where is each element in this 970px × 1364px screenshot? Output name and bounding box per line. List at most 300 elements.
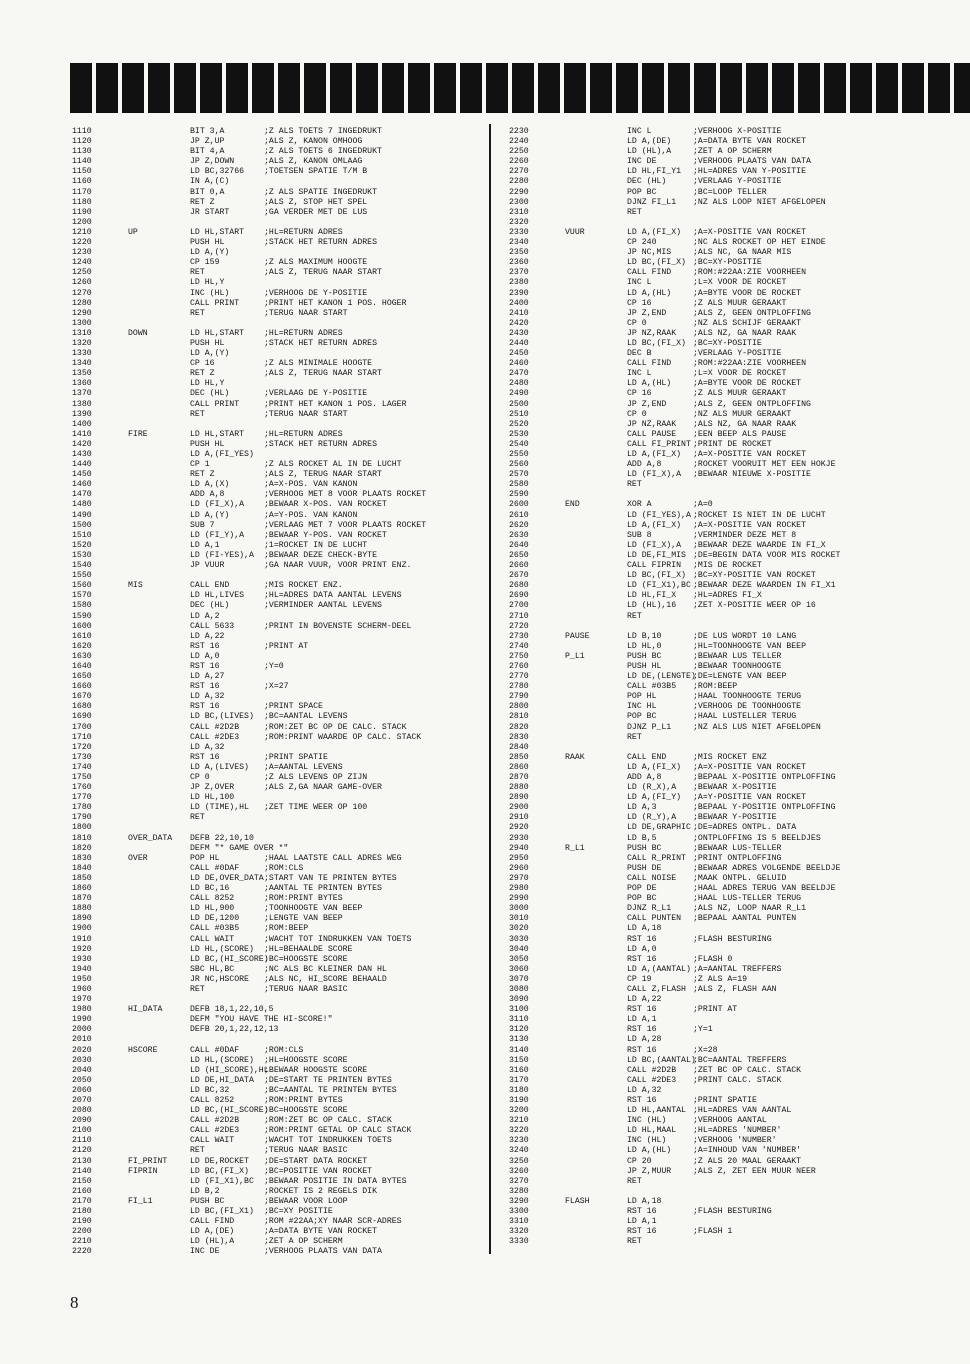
code-instruction: POP BC xyxy=(627,712,657,722)
code-comment: ;ALS Z, FLASH AAN xyxy=(693,984,777,994)
code-label: FLASH xyxy=(565,1196,590,1206)
line-number: 1970 xyxy=(72,995,92,1005)
code-instruction: DJNZ P_L1 xyxy=(627,722,672,732)
code-instruction: CALL 8252 xyxy=(190,894,235,904)
code-line xyxy=(509,410,949,420)
code-instruction: LD DE,1200 xyxy=(190,914,240,924)
code-comment: ;TERUG NAAR START xyxy=(264,409,348,419)
code-instruction: CP 159 xyxy=(190,258,220,268)
line-number: 3020 xyxy=(509,924,529,934)
line-number: 2260 xyxy=(509,157,529,167)
code-line xyxy=(509,1146,949,1156)
line-number: 1250 xyxy=(72,268,92,278)
code-comment: ;ROM:BEEP xyxy=(264,924,309,934)
code-instruction: RET xyxy=(190,268,205,278)
code-line xyxy=(509,450,949,460)
code-line xyxy=(72,551,482,561)
code-line xyxy=(72,844,482,854)
code-instruction: CALL PUNTEN xyxy=(627,914,682,924)
code-instruction: LD HL,900 xyxy=(190,904,235,914)
code-comment: ;Y=1 xyxy=(693,1025,713,1035)
code-comment: ;BEWAAR LUS TELLER xyxy=(693,651,782,661)
line-number: 2180 xyxy=(72,1207,92,1217)
line-number: 2270 xyxy=(509,167,529,177)
line-number: 1650 xyxy=(72,672,92,682)
line-number: 1740 xyxy=(72,762,92,772)
code-instruction: RST 16 xyxy=(190,682,220,692)
code-line xyxy=(509,258,949,268)
code-comment: ;A=BYTE VOOR DE ROCKET xyxy=(693,288,802,298)
code-comment: ;Z ALS ROCKET AL IN DE LUCHT xyxy=(264,460,402,470)
code-line xyxy=(509,1025,949,1035)
code-comment: ;ALS Z, ZET EEN MUUR NEER xyxy=(693,1166,816,1176)
code-instruction: LD A,18 xyxy=(627,1196,662,1206)
code-line xyxy=(509,228,949,238)
line-number: 2460 xyxy=(509,359,529,369)
line-number: 1370 xyxy=(72,389,92,399)
code-instruction: DEC B xyxy=(627,349,652,359)
code-line xyxy=(72,1217,482,1227)
code-instruction: INC L xyxy=(627,369,652,379)
line-number: 2360 xyxy=(509,258,529,268)
line-number: 3100 xyxy=(509,1005,529,1015)
line-number: 1130 xyxy=(72,147,92,157)
code-instruction: LD HL,(SCORE) xyxy=(190,1055,254,1065)
line-number: 1990 xyxy=(72,1015,92,1025)
code-comment: ;HL=ADRES DATA AANTAL LEVENS xyxy=(264,591,402,601)
code-instruction: PUSH BC xyxy=(627,651,662,661)
line-number: 2490 xyxy=(509,389,529,399)
line-number: 2380 xyxy=(509,278,529,288)
code-instruction: LD DE,(LENGTE) xyxy=(627,672,696,682)
code-line xyxy=(72,379,482,389)
code-instruction: LD A,32 xyxy=(190,692,225,702)
line-number: 2560 xyxy=(509,460,529,470)
line-number: 2800 xyxy=(509,702,529,712)
code-comment: ;BEPAAL X-POSITIE ONTPLOFFING xyxy=(693,773,836,782)
code-line xyxy=(72,359,482,369)
line-number: 2290 xyxy=(509,187,529,197)
code-line xyxy=(72,1056,482,1066)
code-instruction: CALL #0DAF xyxy=(190,1045,240,1055)
code-instruction: SUB 8 xyxy=(627,530,652,540)
code-instruction: LD BC,32 xyxy=(190,1085,230,1095)
code-comment: ;ROM:PRINT BYTES xyxy=(264,1096,343,1105)
code-instruction: INC DE xyxy=(627,157,657,167)
code-instruction: RST 16 xyxy=(627,1005,657,1015)
code-line xyxy=(72,823,482,833)
code-line xyxy=(509,420,949,430)
code-comment: ;HL=RETURN ADRES xyxy=(264,328,343,338)
code-comment: ;VERLAAG DE Y-POSITIE xyxy=(264,389,368,399)
line-number: 2720 xyxy=(509,621,529,631)
code-instruction: JR NC,HSCORE xyxy=(190,974,249,984)
code-instruction: LD A,(DE) xyxy=(190,1227,235,1237)
code-instruction: LD A,(Y) xyxy=(190,248,230,258)
code-comment: ;HL=HOOGSTE SCORE xyxy=(264,1055,348,1065)
code-instruction: LD BC,(HI_SCORE) xyxy=(190,954,269,964)
code-comment: ;PRINT DE ROCKET xyxy=(693,439,772,449)
code-instruction: LD A,1 xyxy=(190,540,220,550)
code-comment: ;TERUG NAAR BASIC xyxy=(264,1146,348,1156)
line-number: 2240 xyxy=(509,137,529,147)
code-line xyxy=(72,339,482,349)
code-line xyxy=(72,450,482,460)
line-number: 3000 xyxy=(509,904,529,914)
code-instruction: CP 0 xyxy=(627,409,647,419)
code-line xyxy=(509,1035,949,1045)
line-number: 1600 xyxy=(72,621,92,631)
code-line xyxy=(509,935,949,945)
line-number: 2640 xyxy=(509,540,529,550)
line-number: 2470 xyxy=(509,369,529,379)
code-instruction: LD BC,(FI_X1) xyxy=(190,1207,254,1217)
code-comment: ;VERLAAG MET 7 VOOR PLAATS ROCKET xyxy=(264,520,427,530)
line-number: 1340 xyxy=(72,359,92,369)
code-line xyxy=(509,167,949,177)
code-instruction: RET xyxy=(627,611,642,621)
code-comment: ;NC ALS ROCKET OP HET EINDE xyxy=(693,238,826,248)
line-number: 2630 xyxy=(509,530,529,540)
line-number: 1660 xyxy=(72,682,92,692)
code-comment: ;AANTAL TE PRINTEN BYTES xyxy=(264,884,382,894)
line-number: 1840 xyxy=(72,863,92,873)
line-number: 3120 xyxy=(509,1025,529,1035)
line-number: 1580 xyxy=(72,601,92,611)
code-line xyxy=(509,1116,949,1126)
code-line xyxy=(72,935,482,945)
code-instruction: LD A,(FI_X) xyxy=(627,450,682,459)
code-instruction: LD A,22 xyxy=(190,631,225,641)
code-line xyxy=(72,389,482,399)
code-instruction: LD DE,GRAPHIC xyxy=(627,823,691,833)
code-line xyxy=(509,177,949,187)
code-comment: ;MIS DE ROCKET xyxy=(693,561,762,571)
code-line xyxy=(72,692,482,702)
line-number: 1560 xyxy=(72,581,92,591)
code-line xyxy=(72,137,482,147)
code-line xyxy=(509,359,949,369)
code-instruction: LD A,(LIVES) xyxy=(190,762,249,772)
line-number: 3090 xyxy=(509,995,529,1005)
code-line xyxy=(72,682,482,692)
code-comment: ;STACK HET RETURN ADRES xyxy=(264,439,378,449)
line-number: 2100 xyxy=(72,1126,92,1136)
code-line xyxy=(72,299,482,309)
code-instruction: DJNZ R_L1 xyxy=(627,904,672,914)
code-instruction: INC DE xyxy=(190,1247,220,1257)
code-label: OVER_DATA xyxy=(128,833,173,843)
code-comment: ;HAAL LUS-TELLER TERUG xyxy=(693,894,802,904)
code-instruction: SBC HL,BC xyxy=(190,964,235,974)
code-label: UP xyxy=(128,227,138,237)
code-instruction: DEFM "* GAME OVER *" xyxy=(190,843,289,853)
code-instruction: CALL #03B5 xyxy=(627,682,677,692)
line-number: 2900 xyxy=(509,803,529,813)
code-label: FIRE xyxy=(128,429,148,439)
code-comment: ;ROM:PRINT BYTES xyxy=(264,894,343,904)
line-number: 3190 xyxy=(509,1096,529,1105)
line-number: 2060 xyxy=(72,1085,92,1095)
code-comment: ;FLASH BESTURING xyxy=(693,1207,772,1217)
code-line xyxy=(509,1207,949,1217)
line-number: 1640 xyxy=(72,661,92,671)
code-line xyxy=(72,571,482,581)
line-number: 2540 xyxy=(509,439,529,449)
code-line xyxy=(72,349,482,359)
code-line xyxy=(72,712,482,722)
line-number: 1860 xyxy=(72,884,92,894)
code-line xyxy=(72,500,482,510)
line-number: 2910 xyxy=(509,813,529,823)
code-comment: ;NZ ALS LUS NIET AFGELOPEN xyxy=(693,722,821,732)
code-instruction: CALL WAIT xyxy=(190,1136,235,1146)
code-comment: ;ALS Z, KANON OMHOOG xyxy=(264,137,363,147)
code-instruction: LD (FI-YES),A xyxy=(190,550,254,560)
code-comment: ;VERHOOG 'NUMBER' xyxy=(693,1136,777,1146)
code-comment: ;BC=XY-POSITIE xyxy=(693,258,762,268)
line-number: 1490 xyxy=(72,510,92,520)
code-instruction: RET xyxy=(627,207,642,217)
line-number: 3260 xyxy=(509,1166,529,1176)
line-number: 1510 xyxy=(72,530,92,540)
line-number: 1190 xyxy=(72,207,92,217)
code-line xyxy=(509,692,949,702)
code-line xyxy=(72,430,482,440)
line-number: 2150 xyxy=(72,1176,92,1186)
code-line xyxy=(509,834,949,844)
line-number: 2940 xyxy=(509,843,529,853)
code-line xyxy=(72,894,482,904)
code-instruction: CALL FIND xyxy=(627,359,672,369)
code-line xyxy=(72,1187,482,1197)
code-comment: ;DE=LENGTE VAN BEEP xyxy=(693,672,787,682)
line-number: 1520 xyxy=(72,540,92,550)
line-number: 3130 xyxy=(509,1035,529,1045)
line-number: 1610 xyxy=(72,631,92,641)
code-line xyxy=(509,470,949,480)
line-number: 1450 xyxy=(72,470,92,480)
code-line xyxy=(72,198,482,208)
code-comment: ;FLASH 0 xyxy=(693,954,733,964)
code-line xyxy=(72,1025,482,1035)
code-instruction: ADD A,8 xyxy=(627,773,662,782)
code-line xyxy=(72,127,482,137)
code-line xyxy=(509,773,949,783)
code-line xyxy=(509,844,949,854)
code-comment: ;BC=LOOP TELLER xyxy=(693,187,767,197)
line-number: 2890 xyxy=(509,793,529,803)
line-number: 2080 xyxy=(72,1106,92,1116)
code-line xyxy=(72,1197,482,1207)
code-label: HI_DATA xyxy=(128,1005,163,1015)
code-line xyxy=(72,1227,482,1237)
code-comment: ;A=X-POSITIE VAN ROCKET xyxy=(693,520,807,530)
code-line xyxy=(72,753,482,763)
code-label: DOWN xyxy=(128,328,148,338)
line-number: 1570 xyxy=(72,591,92,601)
code-comment: ;BEWAAR DEZE WAARDE IN FI_X xyxy=(693,540,826,550)
code-label: VUUR xyxy=(565,227,585,237)
code-line xyxy=(509,319,949,329)
line-number: 1170 xyxy=(72,187,92,197)
line-number: 3310 xyxy=(509,1217,529,1227)
code-line xyxy=(72,924,482,934)
line-number: 2920 xyxy=(509,823,529,833)
code-line xyxy=(72,945,482,955)
code-instruction: LD (FI_YES),A xyxy=(627,510,691,520)
code-comment: ;DE=START DATA ROCKET xyxy=(264,1156,368,1166)
code-line xyxy=(509,137,949,147)
code-line xyxy=(509,490,949,500)
code-instruction: LD A,(HL) xyxy=(627,379,672,389)
line-number: 2190 xyxy=(72,1217,92,1227)
code-comment: ;Z ALS MAXIMUM HOOGTE xyxy=(264,258,368,268)
code-instruction: RET Z xyxy=(190,470,215,480)
code-line xyxy=(72,864,482,874)
code-label: END xyxy=(565,500,580,510)
code-instruction: LD A,(FI_X) xyxy=(627,227,682,237)
code-instruction: LD BC,(HI_SCORE) xyxy=(190,1106,269,1116)
code-line xyxy=(509,1237,949,1247)
line-number: 1460 xyxy=(72,480,92,490)
line-number: 2040 xyxy=(72,1065,92,1075)
code-comment: ;BEWAAR Y-POS. VAN ROCKET xyxy=(264,530,387,540)
line-number: 1160 xyxy=(72,177,92,187)
code-instruction: POP HL xyxy=(190,853,220,863)
code-comment: ;BC=XY-POSITIE xyxy=(693,338,762,348)
code-instruction: JP Z,END xyxy=(627,399,667,409)
code-line xyxy=(509,1046,949,1056)
code-line xyxy=(509,1015,949,1025)
line-number: 2340 xyxy=(509,238,529,248)
code-comment: ;STACK HET RETURN ADRES xyxy=(264,338,378,348)
code-comment: ;ZET A OP SCHERM xyxy=(264,1237,343,1247)
code-line xyxy=(509,1187,949,1197)
code-comment: ;HL=ADRES 'NUMBER' xyxy=(693,1126,782,1136)
code-line xyxy=(72,1247,482,1257)
code-line xyxy=(509,793,949,803)
line-number: 2280 xyxy=(509,177,529,187)
code-line xyxy=(72,773,482,783)
code-instruction: LD A,18 xyxy=(627,924,662,934)
code-comment: ;DE=START TE PRINTEN BYTES xyxy=(264,1075,392,1085)
line-number: 2350 xyxy=(509,248,529,258)
code-line xyxy=(72,1106,482,1116)
code-comment: ;BC=HOOGSTE SCORE xyxy=(264,954,348,964)
code-line xyxy=(509,894,949,904)
code-line xyxy=(72,955,482,965)
code-comment: ;FLASH BESTURING xyxy=(693,934,772,944)
code-comment: ;BC=AANTAL LEVENS xyxy=(264,712,348,722)
code-line xyxy=(509,581,949,591)
code-line xyxy=(72,1116,482,1126)
line-number: 2780 xyxy=(509,682,529,692)
line-number: 2860 xyxy=(509,762,529,772)
code-line xyxy=(72,511,482,521)
line-number: 1280 xyxy=(72,298,92,308)
code-comment: ;L=X VOOR DE ROCKET xyxy=(693,278,787,288)
code-comment: ;TOONHOOGTE VAN BEEP xyxy=(264,904,363,914)
line-number: 2660 xyxy=(509,561,529,571)
code-instruction: CALL FI_PRINT xyxy=(627,439,691,449)
line-number: 1830 xyxy=(72,853,92,863)
code-line xyxy=(72,218,482,228)
line-number: 1820 xyxy=(72,843,92,853)
code-instruction: DEC (HL) xyxy=(627,177,667,187)
code-line xyxy=(72,258,482,268)
code-instruction: INC (HL) xyxy=(627,1116,667,1126)
line-number: 1680 xyxy=(72,702,92,712)
code-label: MIS xyxy=(128,581,143,591)
code-comment: ;BEWAAR Y-POSITIE xyxy=(693,813,777,823)
code-instruction: POP HL xyxy=(627,692,657,702)
line-number: 1550 xyxy=(72,571,92,581)
code-line xyxy=(509,329,949,339)
line-number: 1180 xyxy=(72,197,92,207)
code-line xyxy=(509,309,949,319)
code-comment: ;ZET BC OP CALC. STACK xyxy=(693,1065,802,1075)
code-comment: ;TERUG NAAR START xyxy=(264,308,348,318)
code-line xyxy=(509,763,949,773)
code-comment: ;HL=ADRES VAN Y-POSITIE xyxy=(693,167,807,177)
line-number: 1210 xyxy=(72,227,92,237)
code-instruction: LD HL,Y xyxy=(190,379,225,389)
line-number: 1900 xyxy=(72,924,92,934)
code-line xyxy=(509,521,949,531)
code-comment: ;ZET X-POSITIE WEER OP 16 xyxy=(693,601,816,611)
line-number: 1270 xyxy=(72,288,92,298)
line-number: 2970 xyxy=(509,873,529,883)
line-number: 2440 xyxy=(509,338,529,348)
code-instruction: LD A,22 xyxy=(627,995,662,1005)
line-number: 2480 xyxy=(509,379,529,389)
code-line xyxy=(509,400,949,410)
code-comment: ;HL=TOONHOOGTE VAN BEEP xyxy=(693,641,807,651)
code-comment: ;VERLAAG Y-POSITIE xyxy=(693,177,782,187)
code-comment: ;A=INHOUD VAN 'NUMBER' xyxy=(693,1146,802,1156)
line-number: 3230 xyxy=(509,1136,529,1146)
code-line xyxy=(509,440,949,450)
code-comment: ;A=DATA BYTE VAN ROCKET xyxy=(264,1227,378,1237)
code-line xyxy=(72,1237,482,1247)
code-comment: ;HL=RETURN ADRES xyxy=(264,227,343,237)
line-number: 1950 xyxy=(72,974,92,984)
line-number: 1750 xyxy=(72,773,92,782)
line-number: 2730 xyxy=(509,631,529,641)
code-line xyxy=(509,551,949,561)
code-instruction: LD (FI_X1),BC xyxy=(627,581,691,591)
code-line xyxy=(509,1076,949,1086)
code-comment: ;A=AANTAL LEVENS xyxy=(264,762,343,772)
code-comment: ;BC=XY POSITIE xyxy=(264,1207,333,1217)
code-line xyxy=(509,561,949,571)
code-instruction: CP 0 xyxy=(190,773,210,782)
code-comment: ;MAAK ONTPL. GELUID xyxy=(693,873,787,883)
code-line xyxy=(509,995,949,1005)
code-instruction: POP BC xyxy=(627,187,657,197)
code-instruction: LD BC,32766 xyxy=(190,167,245,177)
code-comment: ;NZ ALS MUUR GERAAKT xyxy=(693,409,792,419)
code-instruction: LD (HI_SCORE),HL xyxy=(190,1065,269,1075)
code-line xyxy=(509,369,949,379)
code-line xyxy=(72,702,482,712)
line-number: 1850 xyxy=(72,873,92,883)
code-line xyxy=(509,1066,949,1076)
code-comment: ;ROCKET IS 2 REGELS DIK xyxy=(264,1186,378,1196)
code-instruction: BIT 4,A xyxy=(190,147,225,157)
code-comment: ;EEN BEEP ALS PAUSE xyxy=(693,429,787,439)
